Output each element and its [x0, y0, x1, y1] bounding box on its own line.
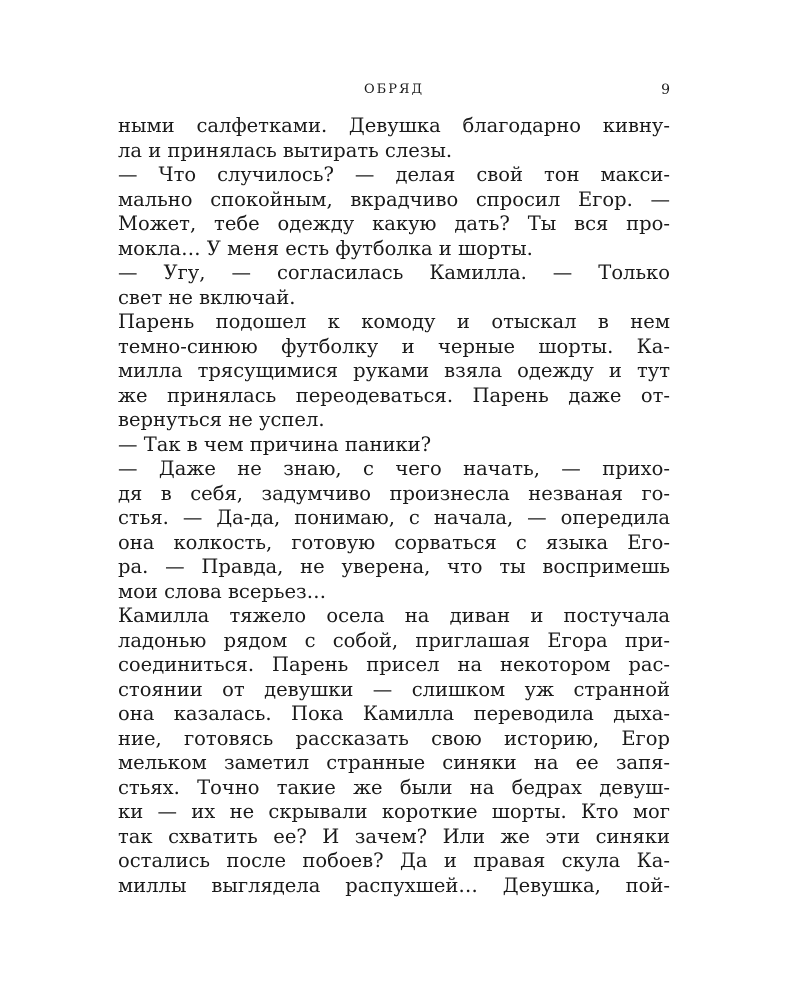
- text-line: мельком заметил странные синяки на ее запя-: [118, 751, 670, 774]
- book-page: [118, 78, 670, 898]
- text-line: — Что случилось? — делая свой тон макси-: [118, 163, 670, 186]
- text-line: дя в себя, задумчиво произнесла незваная го-: [118, 481, 670, 505]
- text-line: миллы выглядела распухшей… Девушка, пой-: [118, 873, 670, 897]
- text-line: мои слова всерьез…: [118, 579, 327, 603]
- running-title: ОБРЯД: [363, 82, 425, 97]
- text-line: вернуться не успел.: [118, 408, 325, 431]
- text-line: ными салфетками. Девушка благодарно кивну-: [118, 114, 670, 137]
- text-line: — Угу, — согласилась Камилла. — Только: [118, 261, 670, 284]
- text-line: ние, готовясь рассказать свою историю, Егор: [118, 726, 670, 750]
- text-line: стья. — Да-да, понимаю, с начала, — опередила: [118, 506, 670, 529]
- text-line: ладонью рядом с собой, приглашая Егора при-: [118, 628, 670, 652]
- text-line: ки — их не скрывали короткие шорты. Кто мог: [118, 800, 670, 823]
- text-line: стьях. Точно такие же были на бедрах девуш-: [118, 775, 670, 799]
- text-line: остались после побоев? Да и правая скула Ка-: [118, 849, 670, 872]
- text-line: — Даже не знаю, с чего начать, — прихо-: [118, 457, 670, 480]
- text-line: она казалась. Пока Камилла переводила дыха-: [118, 702, 670, 725]
- text-line: Камилла тяжело осела на диван и постучала: [118, 604, 670, 627]
- text-line: ла и принялась вытирать слезы.: [118, 138, 453, 162]
- text-line: соединиться. Парень присел на некотором рас-: [118, 653, 670, 676]
- text-line: она колкость, готовую сорваться с языка Его-: [118, 530, 670, 554]
- running-head: [118, 78, 670, 106]
- text-line: стоянии от девушки — слишком уж странной: [118, 677, 670, 701]
- text-line: темно-синюю футболку и черные шорты. Ка-: [118, 334, 670, 358]
- text-line: мально спокойным, вкрадчиво спросил Егор. —: [118, 187, 670, 211]
- text-line: — Так в чем причина паники?: [118, 432, 432, 456]
- text-line: милла трясущимися руками взяла одежду и тут: [118, 359, 670, 382]
- text-line: же принялась переодеваться. Парень даже от-: [118, 383, 670, 407]
- text-line: мокла… У меня есть футболка и шорты.: [118, 236, 533, 260]
- text-line: так схватить ее? И зачем? Или же эти синяки: [118, 824, 670, 848]
- body-text: [118, 114, 670, 898]
- text-line: Парень подошел к комоду и отыскал в нем: [118, 310, 670, 333]
- text-line: Может, тебе одежду какую дать? Ты вся про-: [118, 212, 670, 235]
- text-line: ра. — Правда, не уверена, что ты воспримешь: [118, 555, 670, 578]
- page-number: 9: [661, 82, 670, 98]
- text-line: свет не включай.: [118, 285, 296, 309]
